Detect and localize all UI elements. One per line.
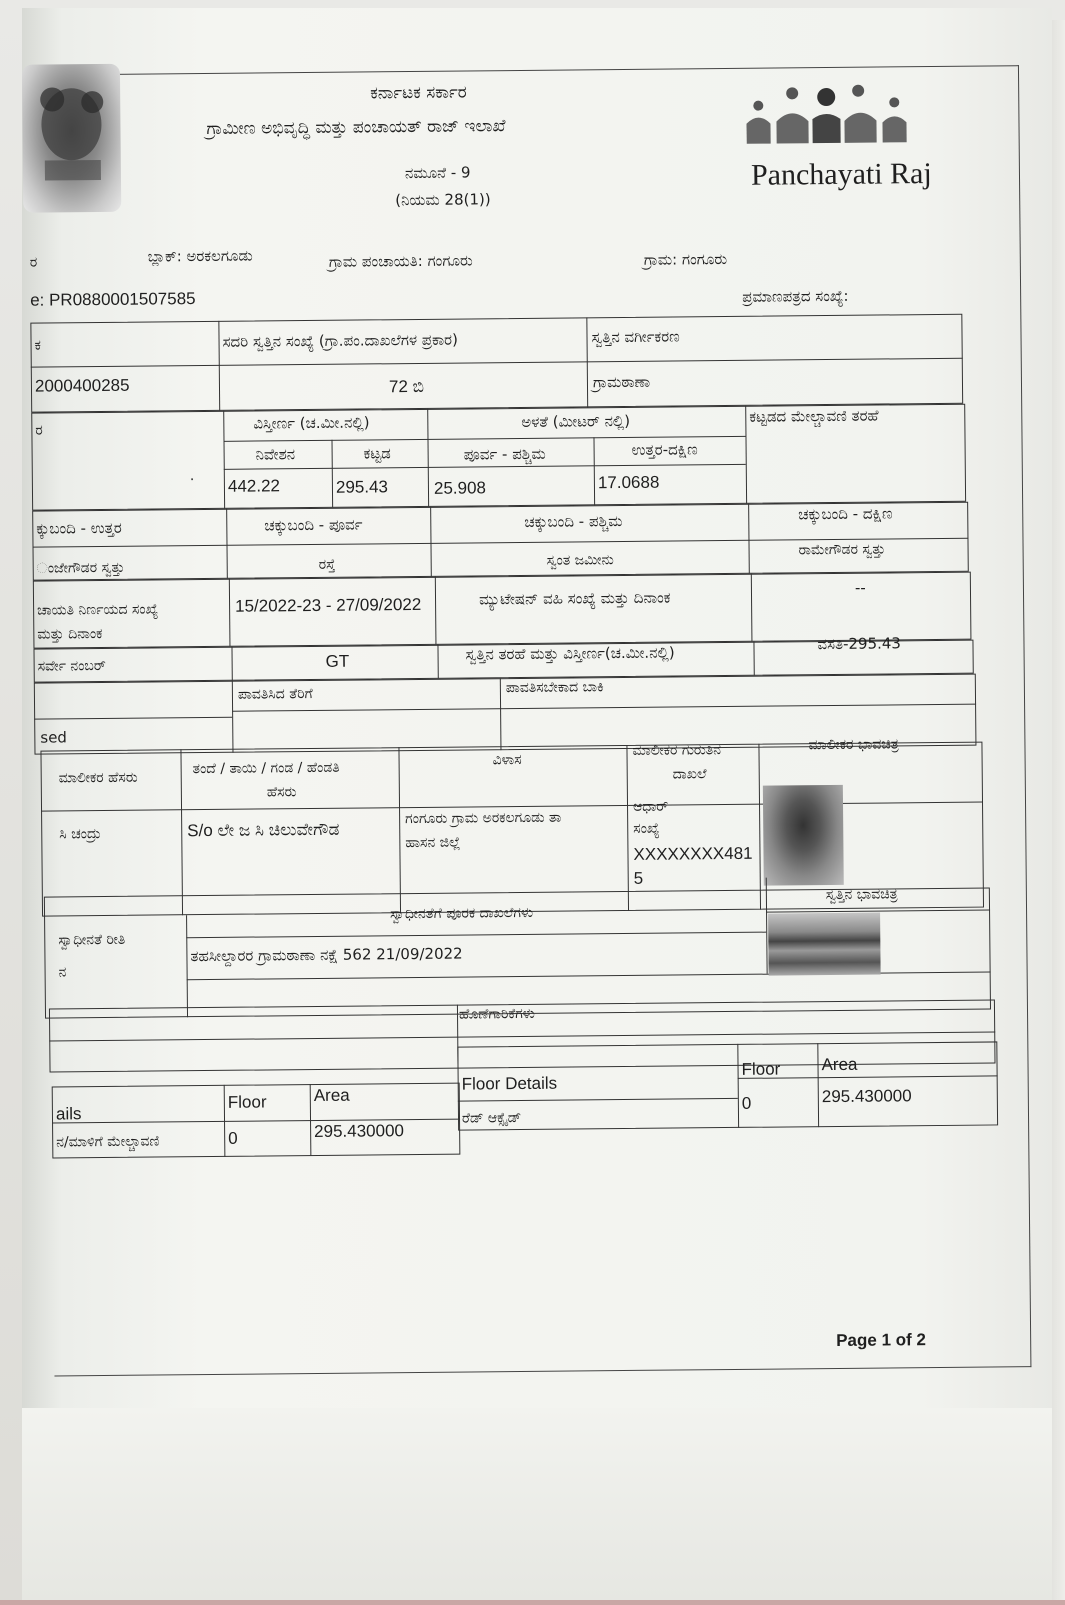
property-number-label: ಸದರಿ ಸ್ವತ್ತಿನ ಸಂಖ್ಯೆ (ಗ್ರಾ.ಪಂ.ದಾಖಲೆಗಳ ಪ್ರಕಾರ) [222,330,458,351]
id-type-line2: ಸಂಖ್ಯೆ [633,820,660,837]
property-type-label: ಸ್ವತ್ತಿನ ತರಹೆ ಮತ್ತು ವಿಸ್ತೀರ್ಣ(ಚ.ಮೀ.ನಲ್ಲಿ) [465,643,675,664]
id-doc-label-line2: ದಾಖಲೆ [672,766,707,783]
liabilities-label: ಹೊಣೆಗಾರಿಕೆಗಳು [458,1005,535,1023]
stray-mark: . [189,468,195,485]
east-boundary-value: ರಸ್ತೆ [318,556,336,573]
owner-name-value: ಸಿ ಚಂದ್ರು [59,826,102,843]
floor-header-left: Floor [227,1092,267,1112]
north-boundary-value: ಂಜೇಗೌಡರ ಸ್ವತ್ತು [36,559,125,577]
survey-number-label: ಸರ್ವೇ ನಂಬರ್ [37,657,106,675]
roof-type-label: ಕಟ್ಟಡದ ಮೇಲ್ಚಾವಣಿ ತರಹೆ [749,406,879,426]
acquisition-docs-label: ಸ್ವಾಧೀನತೆಗೆ ಪೂರಕ ದಾಖಲೆಗಳು [389,904,534,923]
floor-header-right: Floor [741,1059,781,1079]
floor-details-value: ರೆಡ್ ಆಕ್ಸೈಡ್ [461,1110,522,1127]
id-value-line1: XXXXXXXX481 [633,843,753,864]
panchayati-raj-logo-text: Panchayati Raj [750,157,932,192]
id-type-line1: ಆಧಾರ್ [632,798,669,815]
village-label: ಗ್ರಾಮ: ಗಂಗೂರು [643,249,728,269]
north-boundary-label: ಕ್ಕುಬಂದಿ - ಉತ್ತರ [36,518,122,538]
survey-number-value: GT [325,651,350,671]
east-west-label: ಪೂರ್ವ - ಪಶ್ಚಿಮ [463,444,546,464]
id-value-line2: 5 [633,868,644,888]
area-label: ವಿಸ್ತೀರ್ಣ (ಚ.ಮೀ.ನಲ್ಲಿ) [253,413,370,433]
tax-due-label: ಪಾವತಿಸಬೇಕಾದ ಬಾಕಿ [505,679,604,697]
panchayati-raj-logo-icon [746,82,917,150]
address-line1: ಗಂಗೂರು ಗ್ರಾಮ ಅರಕಲಗೂಡು ತಾ [405,809,562,828]
form-number: ನಮೂನೆ - 9 [404,163,471,183]
area-value-left: 295.430000 [314,1121,405,1141]
property-photo [768,913,881,976]
north-south-value: 17.0688 [597,472,660,493]
mutation-value: -- [854,578,866,597]
roof-type-row-label: ನ/ಮಾಳಿಗೆ ಮೇಲ್ಚಾವಣಿ [56,1133,160,1151]
owner-name-label: ಮಾಲೀಕರ ಹೆಸರು [58,769,138,787]
property-type-value: ವಸತಿ-295.43 [817,634,902,654]
id-doc-label-line1: ಮಾಲೀಕರ ಗುರುತಿನ [632,742,722,759]
west-boundary-value: ಸ್ವಂತ ಜಮೀನು [546,552,614,569]
mutation-label: ಮ್ಯುಟೇಷನ್ ವಹಿ ಸಂಖ್ಯೆ ಮತ್ತು ದಿನಾಂಕ [478,588,671,609]
property-code: e: PR0880001507585 [30,289,196,310]
resolution-label-line1: ಚಾಯತಿ ನಿರ್ಣಯದ ಸಂಖ್ಯೆ [37,601,159,619]
gram-panchayat-label: ಗ್ರಾಮ ಪಂಚಾಯತಿ: ಗಂಗೂರು [328,251,473,271]
floor-value-left: 0 [228,1128,238,1148]
location-left-cut: ರ [29,254,38,271]
building-area-value: 295.43 [335,477,389,497]
owner-photo-label: ಮಾಲೀಕರ ಭಾವಚಿತ್ರ [808,736,899,754]
site-label: ನಿವೇಶನ [255,445,296,464]
relation-value: S/o ಲೇ ಜ ಸಿ ಚಿಲುವೇಗೌಡ [187,819,340,841]
dimensions-left-label: ರ [35,422,43,439]
acquisition-left-cut: ನ [58,964,67,981]
row1-left-value: 2000400285 [34,375,130,396]
east-boundary-label: ಚಕ್ಕುಬಂದಿ - ಪೂರ್ವ [264,515,363,535]
resolution-label-line2: ಮತ್ತು ದಿನಾಂಕ [37,626,103,643]
gov-title: ಕರ್ನಾಟಕ ಸರ್ಕಾರ [370,82,467,104]
tax-left-label: sed [40,728,68,747]
property-photo-label: ಸ್ವತ್ತಿನ ಭಾವಚಿತ್ರ [825,886,898,904]
building-label: ಕಟ್ಟಡ [363,444,391,463]
site-area-value: 442.22 [227,476,281,496]
property-number-value: 72 ಬಿ [388,376,425,397]
measurement-label: ಅಳತೆ (ಮೀಟರ್ ನಲ್ಲಿ) [521,411,631,431]
south-boundary-value: ರಾಮೇಗೌಡರ ಸ್ವತ್ತು [798,541,886,559]
address-line2: ಹಾಸನ ಜಿಲ್ಲೆ [405,834,461,852]
rule-number: (ನಿಯಮ 28(1)) [395,190,491,210]
area-header-left: Area [313,1085,350,1105]
dept-title: ಗ್ರಾಮೀಣ ಅಭಿವೃದ್ಧಿ ಮತ್ತು ಪಂಚಾಯತ್ ರಾಜ್ ಇಲಾಖೆ [206,116,506,139]
floor-value-right: 0 [741,1093,752,1113]
area-value-right: 295.430000 [821,1086,912,1107]
owner-photo [763,785,844,886]
tax-paid-label: ಪಾವತಿಸಿದ ತೆರಿಗೆ [237,685,313,703]
row1-left-label: ಕ [34,337,41,354]
north-south-label: ಉತ್ತರ-ದಕ್ಷಿಣ [631,440,698,459]
relation-label-line2: ಹೆಸರು [266,784,297,801]
classification-value: ಗ್ರಾಮಠಾಣಾ [592,372,651,392]
certificate-number-label: ಪ್ರಮಾಣಪತ್ರದ ಸಂಖ್ಯೆ: [742,286,849,306]
floor-details-left-label: ails [55,1104,82,1124]
acquisition-doc-value: ತಹಸೀಲ್ದಾರರ ಗ್ರಾಮಠಾಣಾ ನಕ್ಷೆ 562 21/09/2022 [190,944,463,966]
floor-details-label: Floor Details [461,1073,558,1094]
address-label: ವಿಳಾಸ [492,751,522,769]
resolution-value: 15/2022-23 - 27/09/2022 [234,594,422,616]
page-number: Page 1 of 2 [836,1330,927,1350]
west-boundary-label: ಚಕ್ಕುಬಂದಿ - ಪಶ್ಚಿಮ [524,512,623,531]
south-boundary-label: ಚಕ್ಕುಬಂದಿ - ದಕ್ಷಿಣ [798,504,893,524]
karnataka-emblem-icon [22,64,121,213]
east-west-value: 25.908 [433,478,487,498]
classification-label: ಸ್ವತ್ತಿನ ವರ್ಗೀಕರಣ [591,327,680,347]
acquisition-mode-label: ಸ್ವಾಧೀನತೆ ರೀತಿ [58,931,126,949]
relation-label-line1: ತಂದೆ / ತಾಯಿ / ಗಂಡ / ಹೆಂಡತಿ [192,759,340,778]
area-header-right: Area [821,1054,858,1075]
taluk-label: ಬ್ಲಾಕ್: ಅರಕಲಗೂಡು [147,246,253,266]
